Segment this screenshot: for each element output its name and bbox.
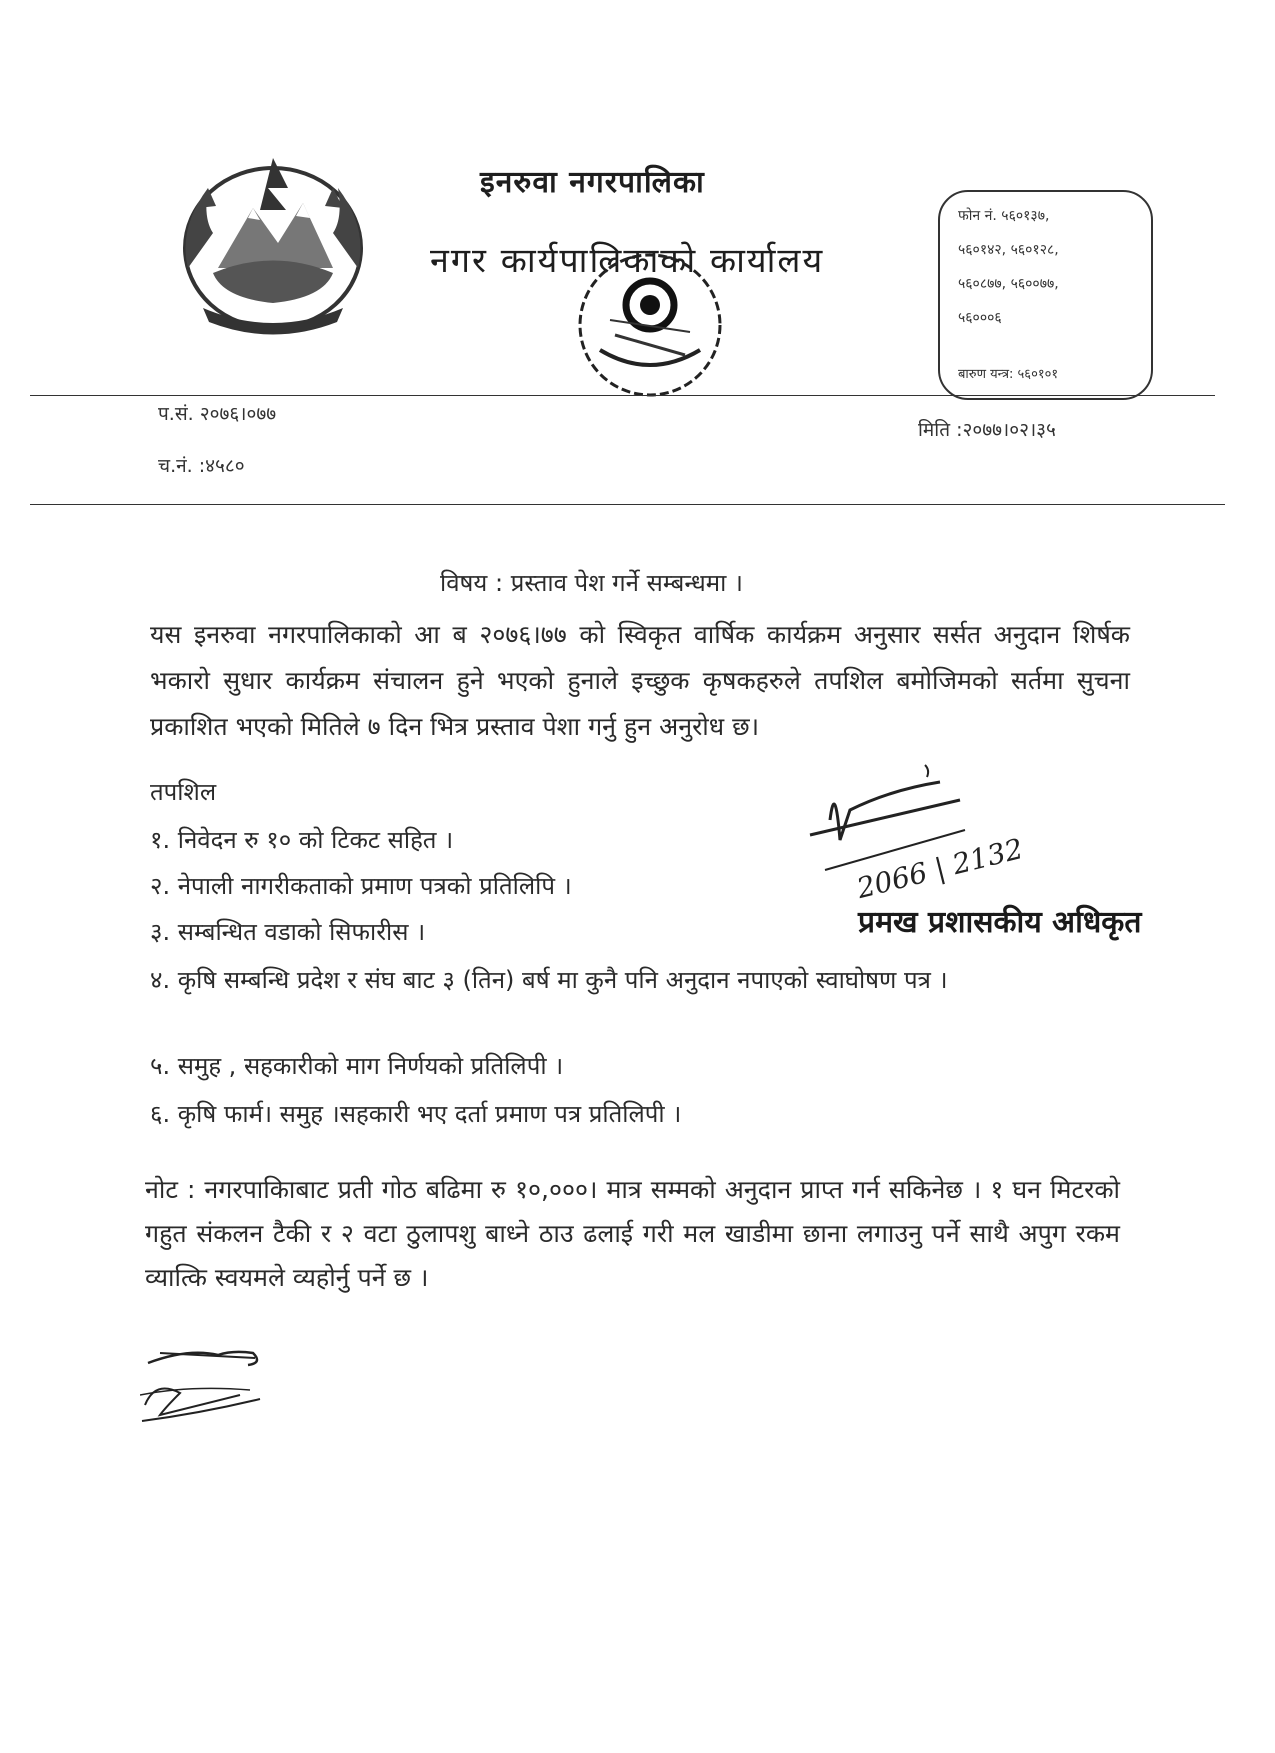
office-name: नगर कार्यपालिकाको कार्यालय bbox=[430, 241, 825, 281]
reference-divider bbox=[30, 504, 1225, 505]
list-heading: तपशिल bbox=[150, 778, 217, 806]
municipality-name: इनरुवा नगरपालिका bbox=[480, 165, 705, 200]
phone-line: फोन नं. ५६०१३७, bbox=[958, 208, 1050, 224]
letter-date: मिति :२०७७।०२।३५ bbox=[918, 419, 1056, 441]
note-paragraph: नोट : नगरपाकिाबाट प्रती गोठ बढिमा रु १०,०००। मात्र सम्मको अनुदान प्राप्त गर्न सकिनेछ । १ घन मिटरको गहुत संकलन टैकी र २ वटा ठुलापशु बाध्ने ठाउ ढलाई गरी मल खाडीमा छाना लगाउनु पर्ने साथै अपुग रकम व्यात्कि स्वयमले व्यहोर्नु पर्ने छ । bbox=[145, 1175, 1120, 1292]
office-round-stamp-icon bbox=[560, 240, 740, 410]
dispatch-number: च.नं. :४५८० bbox=[158, 455, 245, 477]
phone-line: ५६०१४२, ५६०१२८, bbox=[958, 242, 1059, 258]
handwritten-date: 2066 | 2132 bbox=[853, 831, 1027, 906]
list-item: ३. सम्बन्धित वडाको सिफारीस । bbox=[150, 918, 426, 946]
body-paragraph: यस इनरुवा नगरपालिकाको आ ब २०७६।७७ को स्विकृत वार्षिक कार्यक्रम अनुसार सर्सत अनुदान शिर्षक भकारो सुधार कार्यक्रम संचालन हुने भएको हुनाले इच्छुक कृषकहरुले तपशिल बमोजिमको सर्तमा सुचना प्रकाशित भएको मितिले ७ दिन भित्र प्रस्ताव पेशा गर्नु हुन अनुरोध छ। bbox=[150, 620, 1130, 741]
list-item: ५. समुह , सहकारीको माग निर्णयको प्रतिलिपी । bbox=[150, 1052, 564, 1080]
contact-box bbox=[938, 190, 1153, 400]
nepal-government-emblem-icon bbox=[168, 148, 378, 338]
phone-line: ५६०८७७, ५६००७७, bbox=[958, 276, 1059, 292]
letter-number: प.सं. २०७६।०७७ bbox=[158, 403, 277, 425]
phone-line: ५६०००६ bbox=[958, 310, 1002, 326]
fax-number: बारुण यन्त्र: ५६०१०१ bbox=[958, 367, 1059, 382]
officer-title-stamp: प्रमख प्रशासकीय अधिकृत bbox=[858, 905, 1142, 940]
list-item: ६. कृषि फार्म। समुह ।सहकारी भए दर्ता प्रमाण पत्र प्रतिलिपी । bbox=[150, 1100, 682, 1128]
handwritten-initials-icon bbox=[140, 1335, 280, 1435]
subject-line: विषय : प्रस्ताव पेश गर्ने सम्बन्धमा । bbox=[440, 569, 744, 597]
header-divider bbox=[30, 395, 1215, 396]
list-item: ४. कृषि सम्बन्धि प्रदेश र संघ बाट ३ (तिन) बर्ष मा कुनै पनि अनुदान नपाएको स्वाघोषण पत्र । bbox=[150, 966, 948, 994]
list-item: १. निवेदन रु १० को टिकट सहित । bbox=[150, 826, 454, 854]
list-item: २. नेपाली नागरीकताको प्रमाण पत्रको प्रतिलिपि । bbox=[150, 872, 572, 900]
